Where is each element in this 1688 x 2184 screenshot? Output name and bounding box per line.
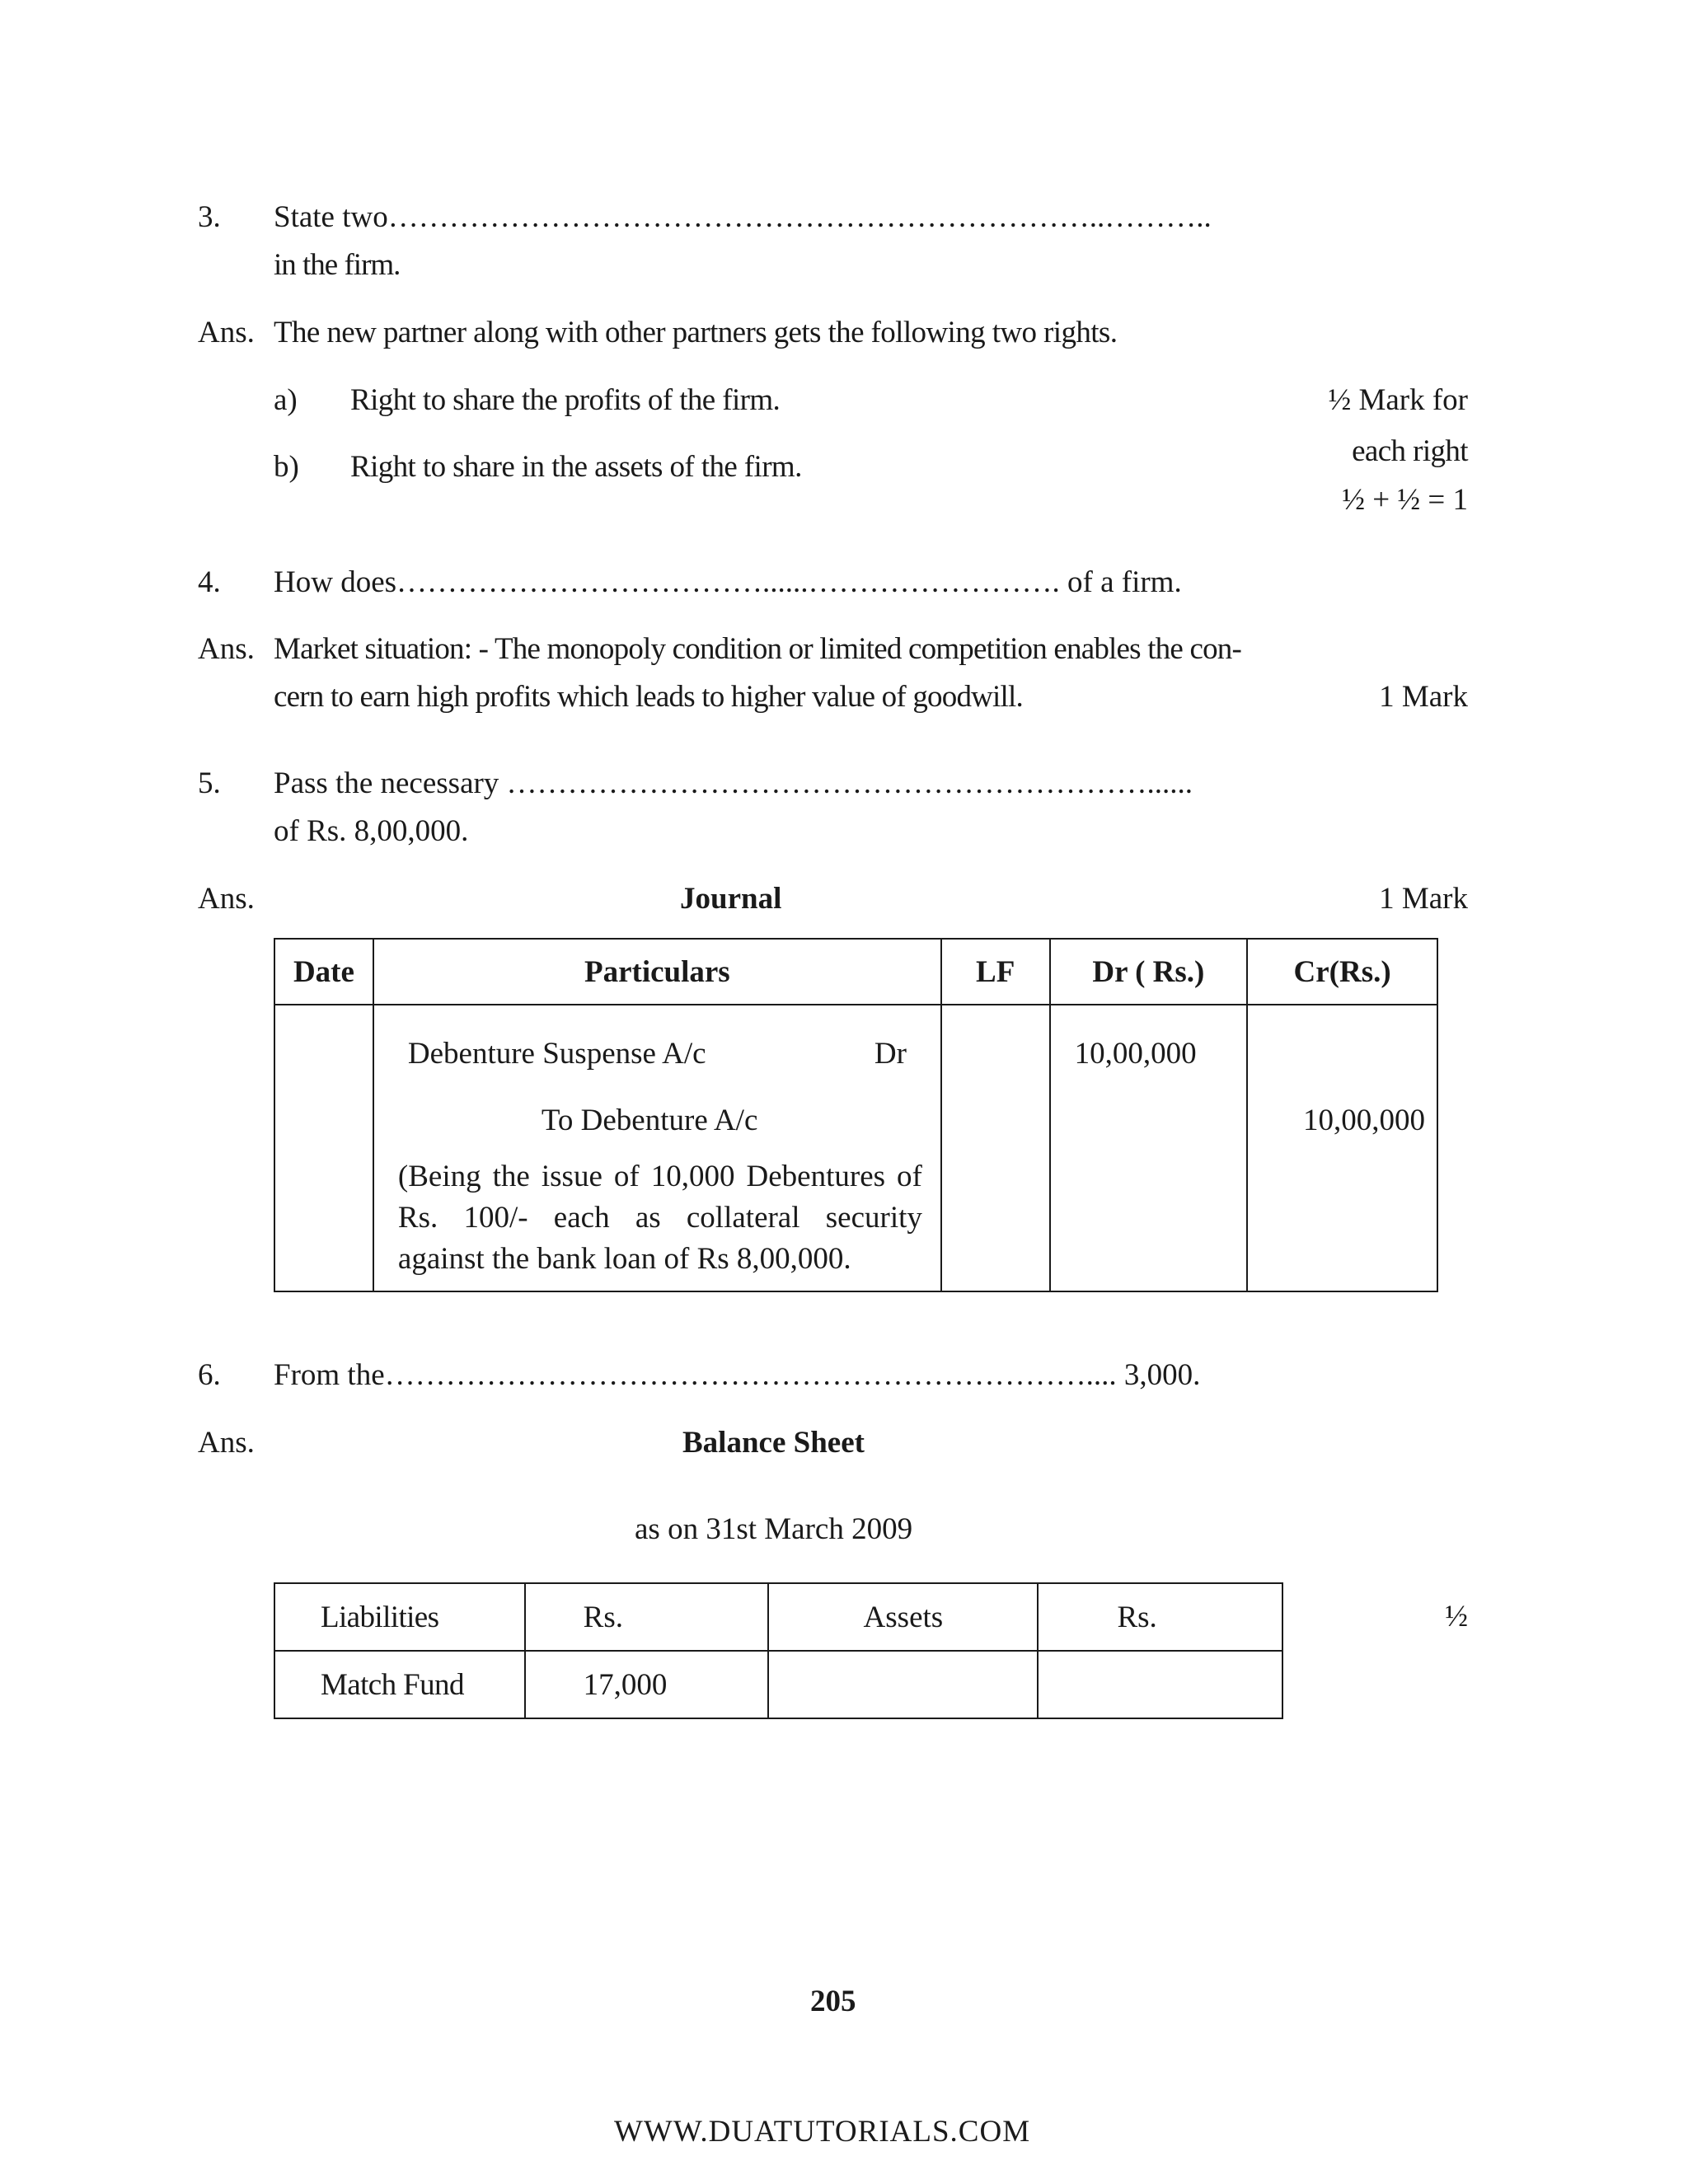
column-header: Dr ( Rs.) <box>1050 939 1248 1005</box>
question-text: From the…………………………………………………………….... 3,000. <box>274 1358 1201 1392</box>
debit-account: Debenture Suspense A/c <box>407 1037 706 1071</box>
table-cell: 17,000 <box>525 1651 769 1718</box>
question-number: 5. <box>198 766 221 800</box>
column-header: Particulars <box>373 939 941 1005</box>
credit-amount: 10,00,000 <box>1303 1104 1425 1137</box>
column-header: Liabilities <box>274 1583 525 1651</box>
table-cell <box>1038 1651 1282 1718</box>
marks-note: ½ + ½ = 1 <box>1342 483 1468 517</box>
question-text: State two……………………………………………………………..……….. <box>274 200 1212 234</box>
credit-cell <box>1247 1005 1437 1291</box>
answer-text: The new partner along with other partners gets the following two rights. <box>274 316 1118 349</box>
debit-amount: 10,00,000 <box>1074 1037 1197 1071</box>
list-marker: a) <box>274 383 298 417</box>
list-marker: b) <box>274 450 299 484</box>
table-cell: Match Fund <box>274 1651 525 1718</box>
section-subheading: as on 31st March 2009 <box>635 1512 913 1546</box>
narration: (Being the issue of 10,000 Debentures of Rs. 100/- each as collateral security against the bank loan of Rs 8,00,000. <box>397 1160 922 1276</box>
question-number: 4. <box>198 565 221 599</box>
debit-marker: Dr <box>874 1037 907 1071</box>
marks-note: each right <box>1352 434 1468 468</box>
list-item: Right to share in the assets of the firm. <box>350 450 802 484</box>
marks-note: ½ Mark for <box>1328 383 1468 417</box>
list-item: Right to share the profits of the firm. <box>350 383 781 417</box>
particulars-cell <box>373 1005 941 1291</box>
section-heading: Journal <box>680 882 782 916</box>
balance-sheet-table <box>274 1582 1283 1719</box>
section-heading: Balance Sheet <box>682 1426 865 1460</box>
table-row <box>274 1651 1282 1718</box>
answer-label: Ans. <box>198 316 255 349</box>
column-header: Rs. <box>1038 1583 1282 1651</box>
footer-website: WWW.DUATUTORIALS.COM <box>614 2115 1031 2149</box>
question-text: of Rs. 8,00,000. <box>274 814 469 848</box>
question-text: in the firm. <box>274 248 401 282</box>
answer-text: Market situation: - The monopoly condition or limited competition enables the con- <box>274 632 1241 666</box>
credit-account: To Debenture A/c <box>541 1104 758 1137</box>
answer-label: Ans. <box>198 882 255 916</box>
marks-note: 1 Mark <box>1379 882 1468 916</box>
column-header: Assets <box>768 1583 1038 1651</box>
table-header-row <box>274 939 1437 1005</box>
answer-text: cern to earn high profits which leads to higher value of goodwill. <box>274 680 1023 714</box>
marks-note: ½ <box>1445 1600 1468 1633</box>
question-text: Pass the necessary ………………………………………………………...... <box>274 766 1193 800</box>
question-text: How does………………………………......……………………. of a firm. <box>274 565 1182 599</box>
column-header: Rs. <box>525 1583 769 1651</box>
question-number: 3. <box>198 200 221 234</box>
marks-note: 1 Mark <box>1379 680 1468 714</box>
date-cell <box>274 1005 373 1291</box>
question-number: 6. <box>198 1358 221 1392</box>
page-number: 205 <box>810 1985 856 2018</box>
answer-label: Ans. <box>198 1426 255 1460</box>
table-cell <box>768 1651 1038 1718</box>
column-header: Cr(Rs.) <box>1247 939 1437 1005</box>
lf-cell <box>941 1005 1050 1291</box>
column-header: LF <box>941 939 1050 1005</box>
column-header: Date <box>274 939 373 1005</box>
table-row <box>274 1005 1437 1291</box>
debit-cell <box>1050 1005 1248 1291</box>
table-header-row <box>274 1583 1282 1651</box>
answer-label: Ans. <box>198 632 255 666</box>
journal-table <box>274 938 1438 1292</box>
